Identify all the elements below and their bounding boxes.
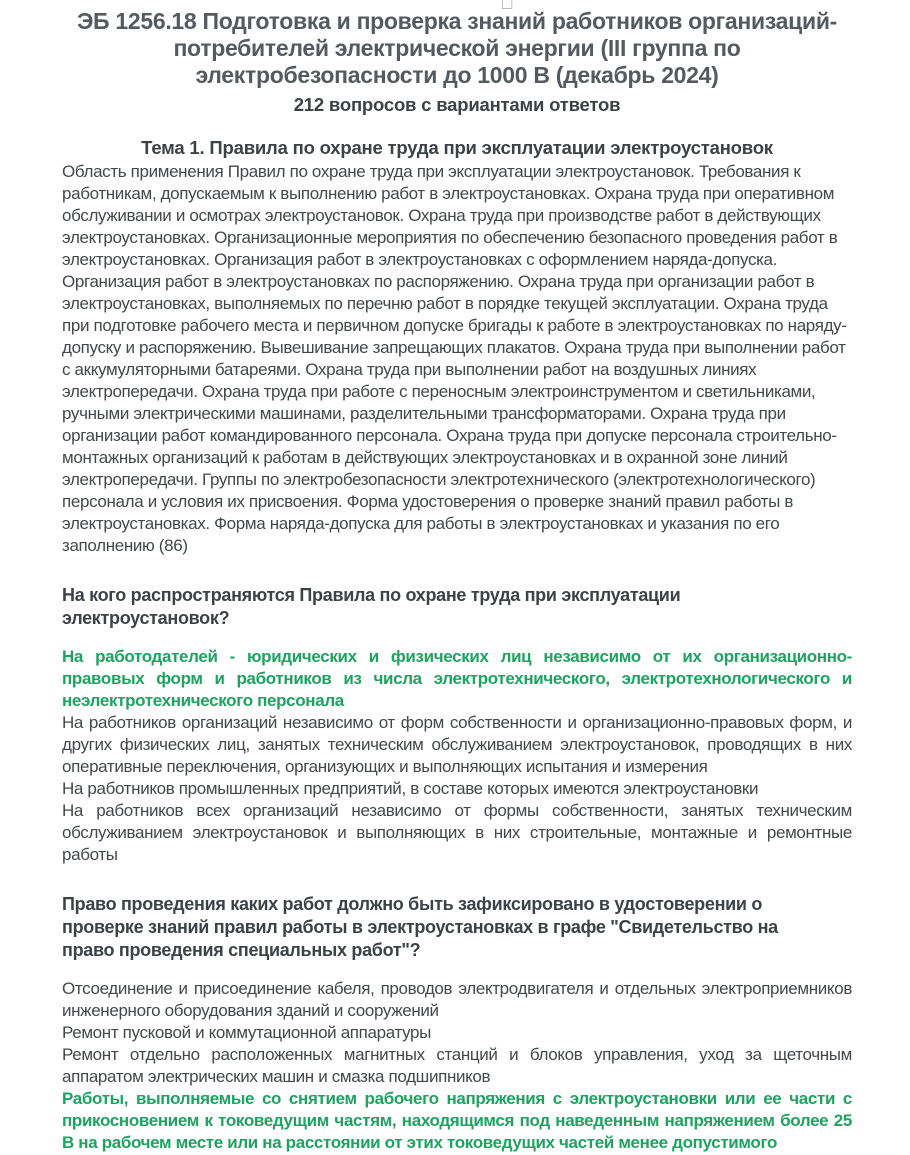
answer-option: На работников промышленных предприятий, в составе которых имеются электроустановки <box>62 779 759 798</box>
answer-option: Ремонт пусковой и коммутационной аппаратуры <box>62 1023 432 1042</box>
question-text: На кого распространяются Правила по охране труда при эксплуатации электроустановок? <box>62 585 681 628</box>
topic-description: Область применения Правил по охране труда при эксплуатации электроустановок. Требования к работникам, допускаемым к выполнению работ в электроустановках. Охрана труда при оперативном обслуживании и осмотрах электроустановок. Охрана труда при производстве работ в действующих электроустановках. Организационные мероприятия по обеспечению безопасного проведения работ в электроустановках. Организация работ в электроустановках с оформлением наряда-допуска. Организация работ в электроустановках по распоряжению. Охрана труда при организации работ в электроустановках, выполняемых по перечню работ в порядке текущей эксплуатации. Охрана труда при подготовке рабочего места и первичном допуске бригады к работе в электроустановках по наряду-допуску и распоряжению. Вывешивание запрещающих плакатов. Охрана труда при выполнении работ с аккумуляторными батареями. Охрана труда при выполнении работ на воздушных линиях электропередачи. Охрана труда при работе с переносным электроинструментом и светильниками, ручными электрическими машинами, разделительными трансформаторами. Охрана труда при организации работ командированного персонала. Охрана труда при допуске персонала строительно-монтажных организаций к работам в действующих электроустановках и в охранной зоне линий электропередачи. Группы по электробезопасности электротехнического (электротехнологического) персонала и условия их присвоения. Форма удостоверения о проверке знаний правил работы в электроустановках. Форма наряда-допуска для работы в электроустановках и указания по его заполнению (86) <box>62 162 847 555</box>
answer-list <box>62 646 852 866</box>
answer-option: Ремонт отдельно расположенных магнитных станций и блоков управления, уход за щеточным аппаратом электрических машин и смазка подшипников <box>62 1045 852 1086</box>
document-header <box>62 8 852 116</box>
answer-option: На работников всех организаций независимо от формы собственности, занятых техническим обслуживанием электроустановок и выполняющих в них строительные, монтажные и ремонтные работы <box>62 801 852 864</box>
missing-glyph-icon: □ <box>502 0 513 13</box>
answer-option: На работодателей - юридических и физических лиц независимо от их организационно-правовых форм и работников из числа электротехнического, электротехнологического и неэлектротехнического персонала <box>62 647 852 710</box>
answer-option: Отсоединение и присоединение кабеля, проводов электродвигателя и отдельных электроприемников инженерного оборудования зданий и сооружений <box>62 979 852 1020</box>
question-block-2 <box>62 893 852 1154</box>
question-block-1 <box>62 584 852 866</box>
question-text: Право проведения каких работ должно быть зафиксировано в удостоверении о проверке знаний правил работы в электроустановках в графе "Свидетельство на право проведения специальных работ"? <box>62 894 778 960</box>
topic-heading: Тема 1. Правила по охране труда при эксплуатации электроустановок <box>141 137 773 158</box>
answer-option: Работы, выполняемые со снятием рабочего напряжения с электроустановки или ее части с прикосновением к токоведущим частям, находящимся под наведенным напряжением более 25 В на рабочем месте или на расстоянии от этих токоведущих частей менее допустимого <box>62 1089 852 1152</box>
document-body <box>62 137 852 1154</box>
document-subtitle: 212 вопросов с вариантами ответов <box>293 94 621 115</box>
answer-list <box>62 978 852 1154</box>
answer-option: На работников организаций независимо от форм собственности и организационно-правовых форм, и других физических лиц, занятых техническим обслуживанием электроустановок, проводящих в них оперативные переключения, организующих и выполняющих испытания и измерения <box>62 713 852 776</box>
document-title: ЭБ 1256.18 Подготовка и проверка знаний работников организаций-потребителей электрической энергии (III группа по электробезопасности до 1000 В (декабрь 2024) <box>76 8 838 88</box>
